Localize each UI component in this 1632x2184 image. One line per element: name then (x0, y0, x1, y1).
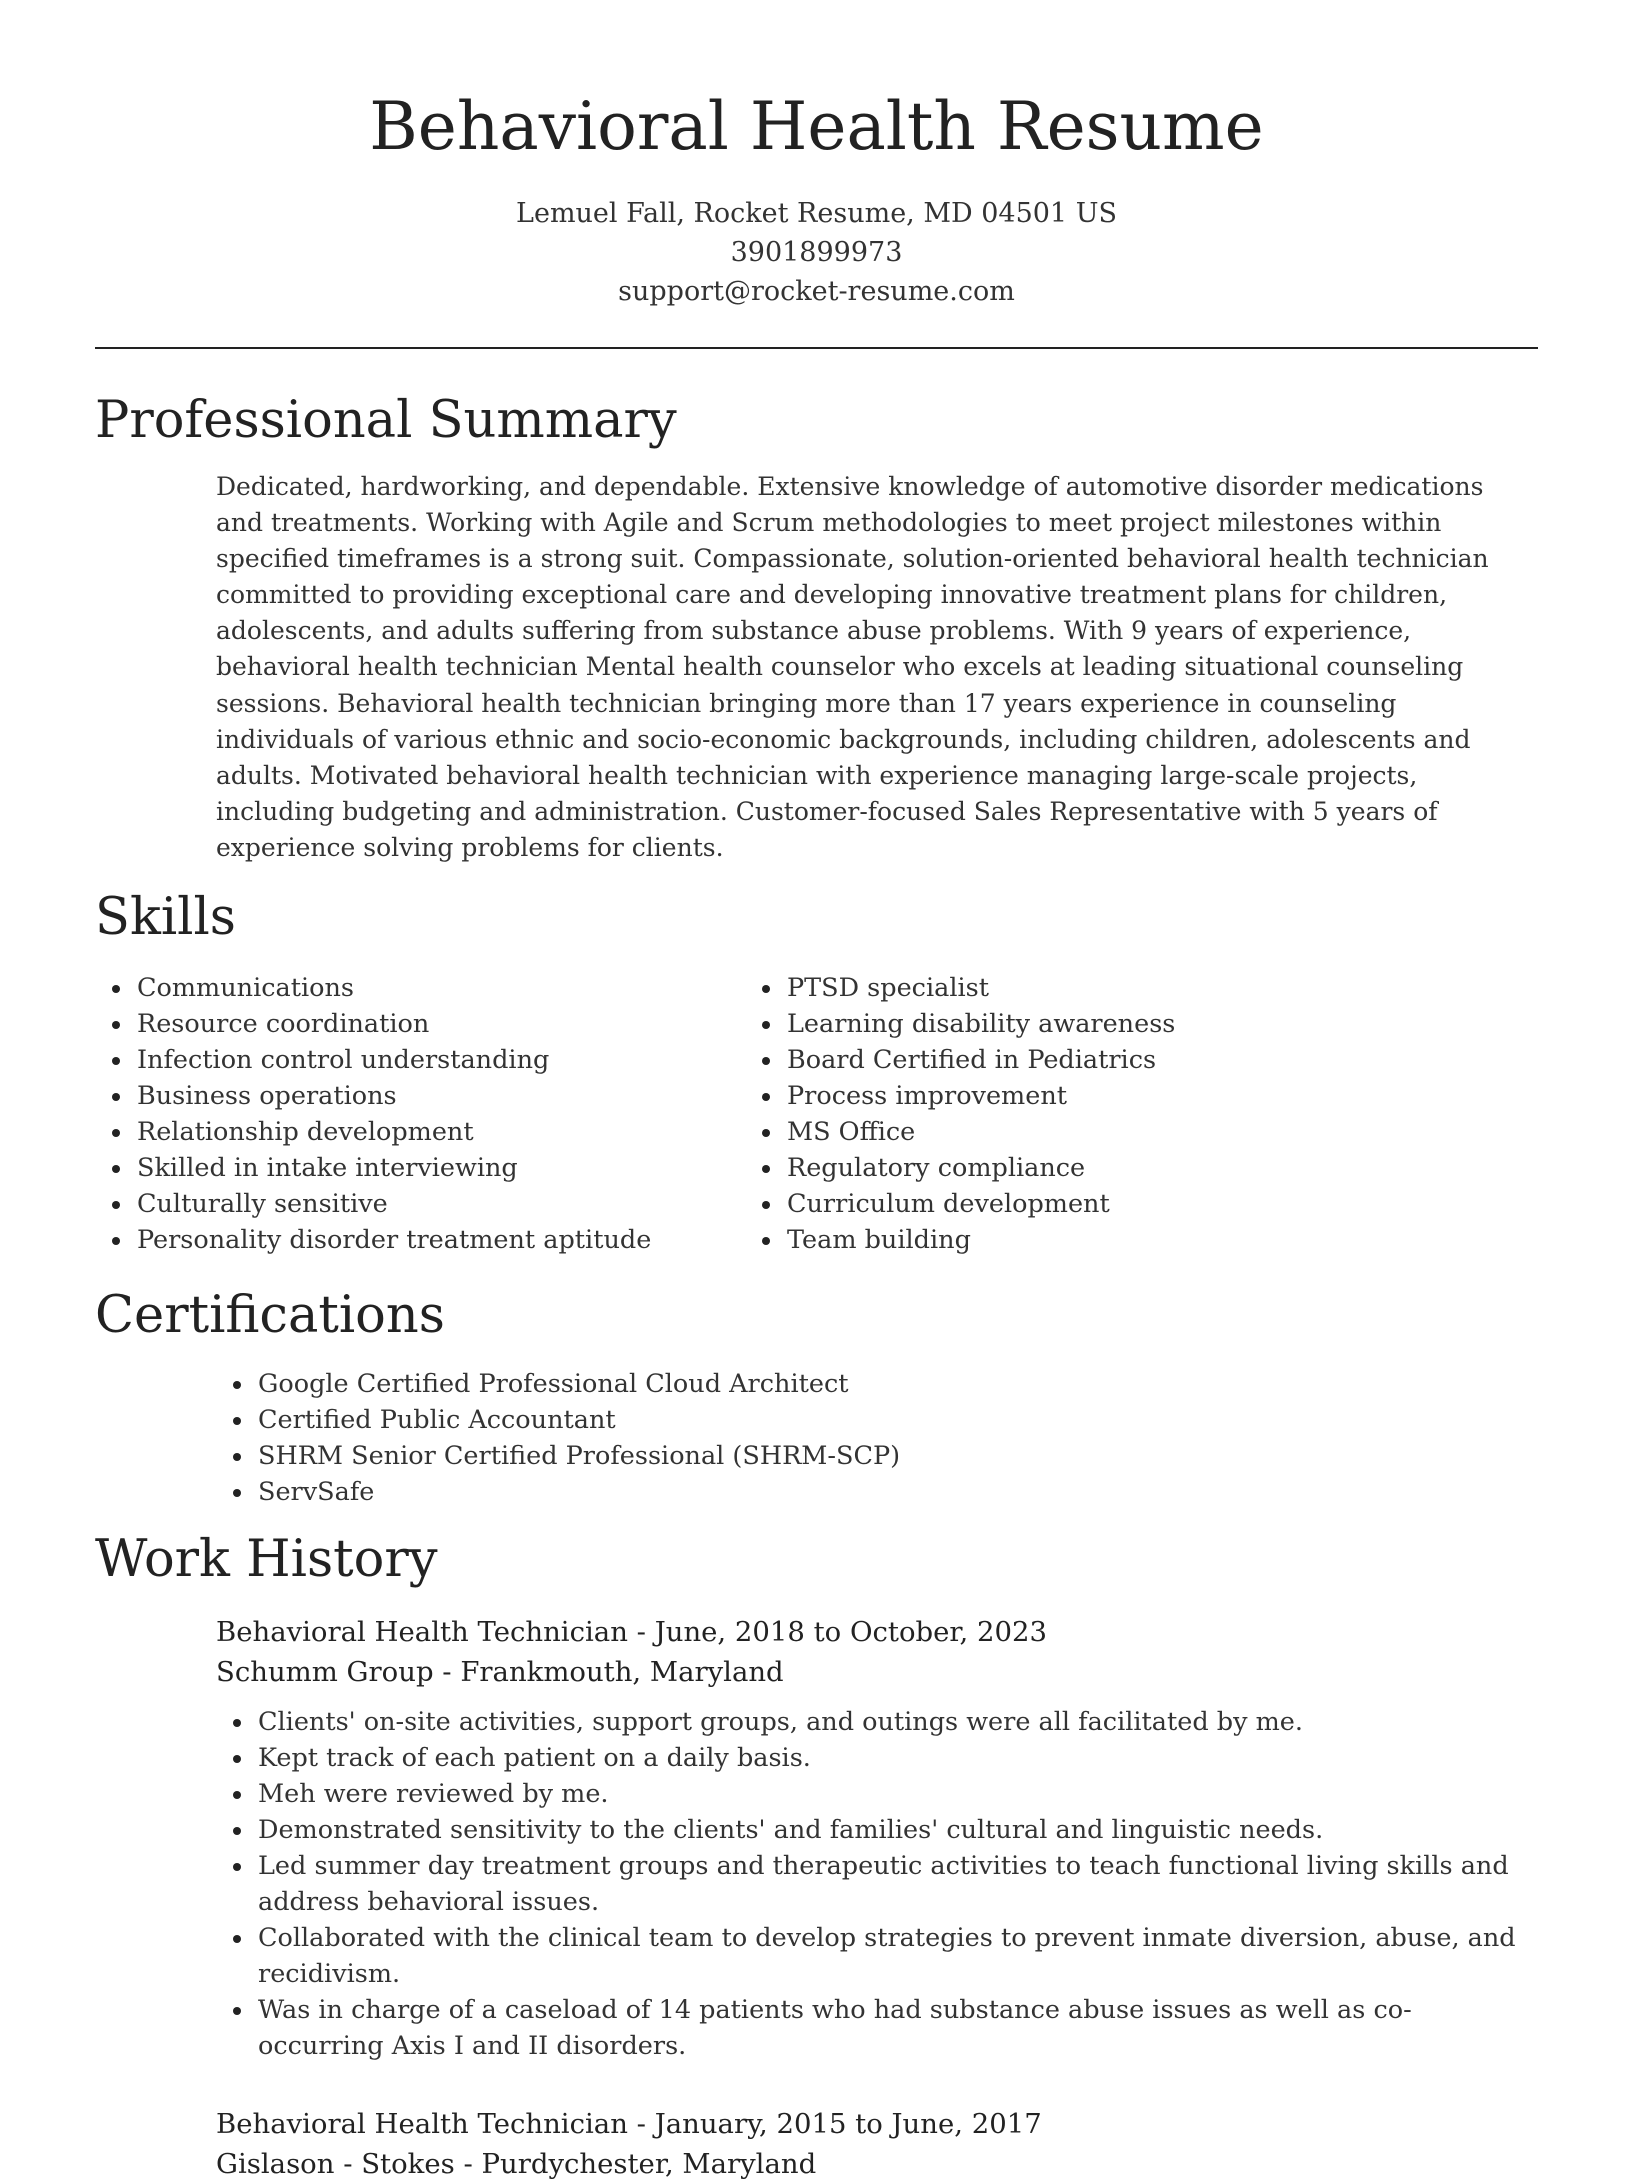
job-title-line: Behavioral Health Technician - January, 2015 to June, 2017 (216, 2108, 1042, 2141)
skill-item: Business operations (95, 1078, 745, 1114)
skill-item: Infection control understanding (95, 1042, 745, 1078)
job-duty-item: Meh were reviewed by me. (216, 1776, 1536, 1812)
resume-header (95, 0, 1538, 311)
certification-item: Google Certified Professional Cloud Architect (216, 1366, 1538, 1402)
job-dates: January, 2015 to June, 2017 (654, 2108, 1042, 2141)
skill-item: Curriculum development (745, 1186, 1405, 1222)
skill-item: Learning disability awareness (745, 1006, 1405, 1042)
skills-list-right (745, 970, 1405, 1258)
certifications-section (95, 1284, 1538, 1510)
work-history-section (95, 1528, 1538, 2184)
skill-item: Culturally sensitive (95, 1186, 745, 1222)
job-title: Behavioral Health Technician (216, 2108, 628, 2141)
certification-item: ServSafe (216, 1474, 1538, 1510)
skill-item: PTSD specialist (745, 970, 1405, 1006)
certifications-list (216, 1366, 1538, 1510)
certification-item: SHRM Senior Certified Professional (SHRM-SCP) (216, 1438, 1538, 1474)
skill-item: Team building (745, 1222, 1405, 1258)
summary-text: Dedicated, hardworking, and dependable. Extensive knowledge of automotive disorder medications and treatments. Working with Agile and Scrum methodologies to meet project milestones within specified timeframes is a strong suit. Compassionate, solution-oriented behavioral health technician committed to providing exceptional care and developing innovative treatment plans for children, adolescents, and adults suffering from substance abuse problems. With 9 years of experience, behavioral health technician Mental health counselor who excels at leading situational counseling sessions. Behavioral health technician bringing more than 17 years experience in counseling individuals of various ethnic and socio-economic backgrounds, including children, adolescents and adults. Motivated behavioral health technician with experience managing large-scale projects, including budgeting and administration. Customer-focused Sales Representative with 5 years of experience solving problems for clients. (216, 472, 1489, 862)
summary-heading: Professional Summary (95, 391, 677, 450)
job-entry (216, 2104, 1536, 2184)
job-company: Schumm Group (216, 1656, 434, 1689)
job-duties-list (216, 1704, 1536, 2064)
skills-list-left (95, 970, 745, 1258)
job-duty-item: Collaborated with the clinical team to develop strategies to prevent inmate diversion, abuse, and recidivism. (216, 1920, 1536, 1992)
job-title: Behavioral Health Technician (216, 1616, 628, 1649)
contact-address: Lemuel Fall, Rocket Resume, MD 04501 US (516, 198, 1117, 229)
job-duty-item: Clients' on-site activities, support groups, and outings were all facilitated by me. (216, 1704, 1536, 1740)
skills-section (95, 886, 1538, 1258)
job-dates: June, 2018 to October, 2023 (654, 1616, 1048, 1649)
skill-item: Board Certified in Pediatrics (745, 1042, 1405, 1078)
skills-grid (95, 970, 1538, 1258)
resume-page (95, 0, 1538, 2184)
contact-block (95, 194, 1538, 311)
skill-item: Relationship development (95, 1114, 745, 1150)
skill-item: MS Office (745, 1114, 1405, 1150)
skill-item: Communications (95, 970, 745, 1006)
job-duty-item: Demonstrated sensitivity to the clients' and families' cultural and linguistic needs. (216, 1812, 1536, 1848)
skill-item: Process improvement (745, 1078, 1405, 1114)
skill-item: Personality disorder treatment aptitude (95, 1222, 745, 1258)
contact-phone: 3901899973 (730, 237, 903, 268)
job-location: Purdychester, Maryland (481, 2148, 817, 2181)
job-company-line: Gislason - Stokes - Purdychester, Maryland (216, 2148, 817, 2181)
job-duty-item: Was in charge of a caseload of 14 patients who had substance abuse issues as well as co-occurring Axis I and II disorders. (216, 1992, 1536, 2064)
certification-item: Certified Public Accountant (216, 1402, 1538, 1438)
contact-email: support@rocket-resume.com (618, 276, 1015, 307)
skill-item: Skilled in intake interviewing (95, 1150, 745, 1186)
certifications-heading: Certifications (95, 1286, 445, 1346)
header-divider (95, 347, 1538, 349)
job-company: Gislason - Stokes (216, 2148, 455, 2181)
job-title-line: Behavioral Health Technician - June, 2018 to October, 2023 (216, 1616, 1048, 1649)
summary-section (95, 389, 1538, 866)
work-history-heading: Work History (95, 1530, 438, 1590)
skills-heading: Skills (95, 888, 236, 948)
skill-item: Regulatory compliance (745, 1150, 1405, 1186)
job-duty-item: Led summer day treatment groups and therapeutic activities to teach functional living skills and address behavioral issues. (216, 1848, 1536, 1920)
job-company-line: Schumm Group - Frankmouth, Maryland (216, 1656, 784, 1689)
job-entry (216, 1612, 1536, 2064)
job-location: Frankmouth, Maryland (460, 1656, 784, 1689)
skill-item: Resource coordination (95, 1006, 745, 1042)
page-title: Behavioral Health Resume (369, 88, 1264, 165)
job-duty-item: Kept track of each patient on a daily basis. (216, 1740, 1536, 1776)
